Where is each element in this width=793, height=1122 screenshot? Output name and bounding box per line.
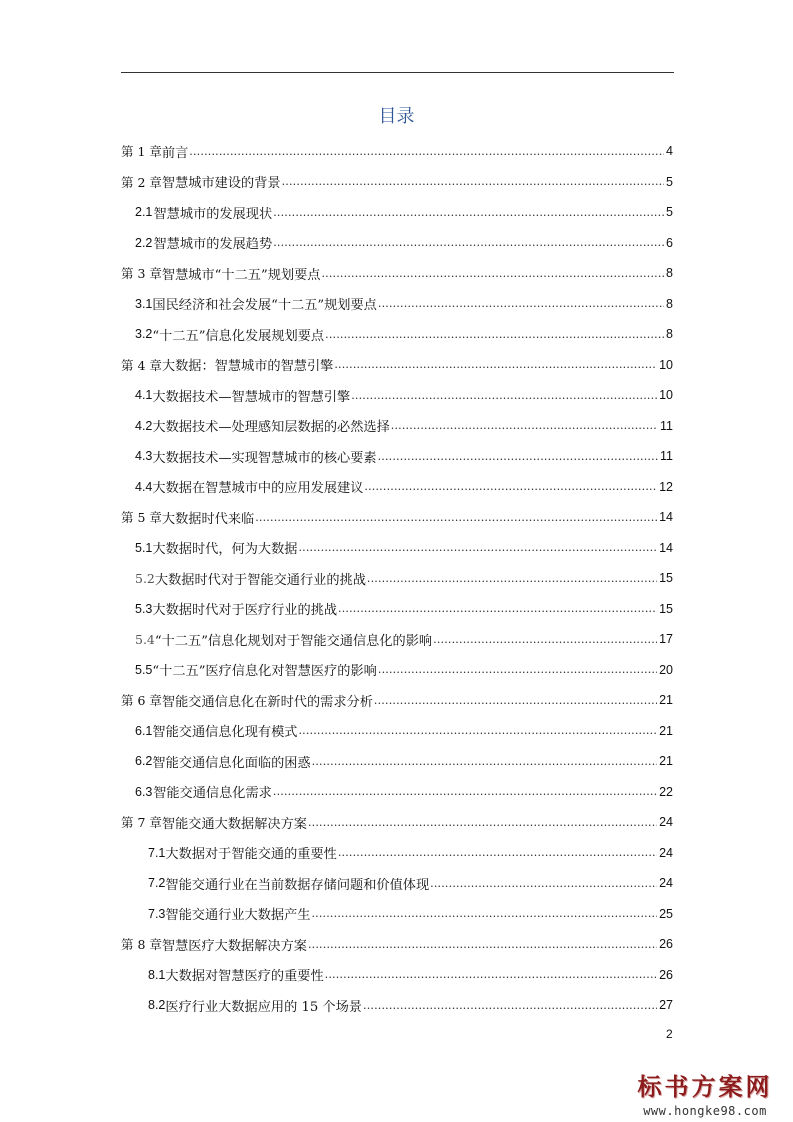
toc-leader-dots: [374, 694, 657, 707]
toc-leader-dots: [298, 724, 657, 737]
toc-entry-label: 智慧城市建设的背景: [161, 176, 281, 191]
toc-chapter-entry[interactable]: [121, 929, 673, 959]
toc-title: 目录: [378, 106, 415, 127]
toc-entry-label: 大数据时代，何为大数据: [152, 542, 298, 557]
toc-entry-page: 26: [659, 937, 673, 951]
toc-section-entry[interactable]: [148, 868, 673, 898]
toc-entry-number: 5.1: [135, 540, 153, 555]
toc-entry-page: 11: [660, 449, 673, 463]
toc-entry-number: 4.2: [135, 418, 153, 433]
toc-leader-dots: [282, 175, 664, 188]
toc-entry-number: 6.3: [135, 784, 153, 799]
toc-leader-dots: [325, 968, 657, 981]
toc-section-entry[interactable]: [135, 228, 673, 258]
toc-chapter-entry[interactable]: [121, 502, 673, 532]
toc-leader-dots: [430, 877, 657, 890]
header-rule: [121, 72, 674, 73]
toc-entry-number: 6.1: [135, 723, 153, 738]
toc-leader-dots: [308, 816, 657, 829]
toc-entry-label: 大数据时代对于医疗行业的挑战: [152, 603, 338, 618]
toc-entry-page: 21: [659, 723, 673, 738]
page-number: 2: [666, 1027, 673, 1041]
toc-leader-dots: [338, 602, 657, 615]
toc-leader-dots: [273, 206, 664, 219]
toc-entry-number: 7.1: [148, 845, 166, 860]
toc-section-entry[interactable]: [148, 990, 673, 1020]
toc-entry-label: 大数据技术—处理感知层数据的必然选择: [152, 420, 390, 435]
toc-entry-number: 6.2: [135, 754, 153, 768]
toc-entry-page: 8: [666, 296, 673, 311]
toc-entry-page: 24: [659, 845, 673, 860]
toc-entry-number: 5.2: [135, 570, 155, 586]
toc-entry-label: 智慧城市“十二五”规划要点: [161, 267, 321, 283]
toc-section-entry[interactable]: [135, 472, 673, 502]
toc-section-entry[interactable]: [135, 716, 673, 746]
toc-entry-number: 第 8 章: [121, 937, 162, 952]
toc-section-entry[interactable]: [135, 594, 673, 624]
toc-entry-number: 第 5 章: [121, 510, 162, 525]
toc-section-entry[interactable]: [148, 960, 673, 990]
toc-entry-number: 第 3 章: [121, 266, 162, 281]
toc-leader-dots: [378, 663, 657, 676]
toc-entry-label: 智慧医疗大数据解决方案: [161, 938, 307, 954]
toc-entry-page: 6: [666, 235, 673, 250]
toc-entry-page: 17: [659, 632, 673, 646]
toc-leader-dots: [273, 236, 664, 249]
toc-entry-number: 第 1 章: [121, 144, 162, 159]
toc-entry-page: 11: [660, 418, 673, 433]
toc-leader-dots: [364, 480, 657, 493]
toc-entry-label: 大数据时代来临: [161, 511, 255, 527]
toc-leader-dots: [273, 785, 657, 798]
toc-entry-label: 大数据：智慧城市的智慧引擎: [161, 359, 334, 374]
toc-entry-page: 5: [666, 205, 673, 219]
toc-entry-number: 4.4: [135, 479, 153, 494]
toc-entry-page: 8: [666, 327, 673, 341]
toc-entry-number: 5.5: [135, 662, 153, 677]
toc-chapter-entry[interactable]: [121, 167, 673, 197]
toc-entry-label: 国民经济和社会发展“十二五”规划要点: [152, 298, 377, 313]
toc-leader-dots: [351, 389, 657, 402]
toc-entry-page: 24: [659, 876, 673, 890]
toc-section-entry[interactable]: [135, 380, 673, 410]
toc-leader-dots: [311, 907, 657, 920]
toc-section-entry[interactable]: [135, 777, 673, 807]
toc-section-entry[interactable]: [135, 655, 673, 685]
toc-section-entry[interactable]: [135, 624, 673, 654]
toc-entry-number: 第 6 章: [121, 693, 162, 708]
toc-section-entry[interactable]: [148, 838, 673, 868]
toc-entry-page: 20: [659, 662, 673, 677]
toc-entry-label: 大数据对于智能交通的重要性: [165, 847, 337, 862]
toc-entry-label: 智能交通行业在当前数据存储问题和价值体现: [165, 877, 430, 893]
toc-entry-page: 22: [659, 784, 673, 799]
toc-leader-dots: [433, 633, 657, 646]
toc-leader-dots: [189, 145, 664, 158]
toc-section-entry[interactable]: [135, 411, 673, 441]
watermark-logo: [630, 1067, 780, 1118]
toc-entry-number: 4.3: [135, 449, 153, 463]
toc-section-entry[interactable]: [135, 319, 673, 349]
toc-entry-label: 医疗行业大数据应用的 15 个场景: [165, 999, 362, 1015]
toc-entry-number: 第 7 章: [121, 815, 162, 830]
toc-leader-dots: [391, 419, 658, 432]
toc-entry-label: 智能交通信息化面临的困惑: [152, 755, 311, 771]
toc-section-entry[interactable]: [148, 899, 673, 929]
toc-entry-label: 大数据技术—实现智慧城市的核心要素: [152, 450, 377, 466]
toc-section-entry[interactable]: [135, 563, 673, 593]
toc-section-entry[interactable]: [135, 746, 673, 776]
watermark-url: www.hongke98.com: [643, 1104, 767, 1118]
toc-entry-label: 大数据对智慧医疗的重要性: [165, 969, 324, 984]
toc-entry-number: 3.1: [135, 296, 153, 311]
toc-entry-page: 10: [659, 357, 673, 372]
toc-entry-label: “十二五”信息化规划对于智能交通信息化的影响: [154, 633, 433, 649]
toc-entry-page: 14: [659, 510, 673, 524]
toc-chapter-entry[interactable]: [121, 685, 673, 715]
toc-section-entry[interactable]: [135, 197, 673, 227]
toc-entry-number: 第 4 章: [121, 357, 162, 373]
toc-entry-label: 智能交通信息化在新时代的需求分析: [161, 694, 373, 710]
toc-leader-dots: [367, 572, 657, 585]
toc-entry-page: 24: [659, 815, 673, 829]
toc-entry-label: 智慧城市的发展现状: [153, 206, 273, 222]
toc-leader-dots: [363, 999, 657, 1012]
toc-leader-dots: [378, 297, 664, 310]
toc-leader-dots: [378, 450, 658, 463]
toc-chapter-entry[interactable]: [121, 350, 673, 380]
toc-entry-label: “十二五”信息化发展规划要点: [152, 328, 325, 344]
toc-entry-number: 8.1: [148, 967, 166, 982]
toc-entry-page: 4: [666, 144, 673, 158]
toc-leader-dots: [298, 541, 657, 554]
toc-chapter-entry[interactable]: [121, 807, 673, 837]
toc-leader-dots: [308, 938, 657, 951]
toc-entry-number: 2.2: [135, 235, 153, 250]
toc-entry-label: 大数据时代对于智能交通行业的挑战: [154, 572, 366, 588]
toc-section-entry[interactable]: [135, 441, 673, 471]
toc-entry-page: 14: [659, 540, 673, 555]
toc-chapter-entry[interactable]: [121, 136, 673, 166]
toc-entry-page: 15: [659, 571, 673, 585]
toc-entry-label: 智慧城市的发展趋势: [153, 237, 273, 252]
toc-entry-number: 第 2 章: [121, 174, 162, 190]
toc-entry-number: 5.3: [135, 601, 153, 616]
toc-entry-label: 大数据在智慧城市中的应用发展建议: [152, 481, 364, 496]
toc-leader-dots: [338, 846, 657, 859]
toc-entry-number: 7.3: [148, 906, 166, 921]
toc-entry-number: 3.2: [135, 327, 153, 341]
toc-entry-number: 2.1: [135, 205, 153, 219]
toc-entry-number: 7.2: [148, 876, 166, 890]
toc-entry-page: 21: [659, 754, 673, 768]
toc-entry-number: 8.2: [148, 998, 166, 1012]
toc-leader-dots: [325, 328, 664, 341]
toc-entry-label: “十二五”医疗信息化对智慧医疗的影响: [152, 664, 377, 679]
toc-entry-page: 25: [659, 906, 673, 921]
toc-entry-number: 5.4: [135, 631, 155, 647]
toc-entry-label: 大数据技术—智慧城市的智慧引擎: [152, 389, 351, 405]
toc-entry-page: 21: [659, 693, 673, 707]
toc-entry-page: 8: [666, 266, 673, 280]
toc-entry-page: 5: [666, 174, 673, 189]
toc-leader-dots: [255, 511, 657, 524]
toc-leader-dots: [334, 358, 657, 371]
toc-section-entry[interactable]: [135, 289, 673, 319]
toc-section-entry[interactable]: [135, 533, 673, 563]
toc-entry-label: 智能交通行业大数据产生: [165, 908, 311, 923]
toc-entry-page: 12: [659, 479, 673, 494]
watermark-title: 标书方案网: [637, 1073, 773, 1101]
toc-entry-label: 智能交通信息化需求: [153, 786, 272, 801]
toc-entry-label: 智能交通大数据解决方案: [161, 816, 307, 832]
toc-chapter-entry[interactable]: [121, 258, 673, 288]
toc-entry-number: 4.1: [135, 388, 153, 402]
toc-entry-label: 前言: [161, 145, 189, 161]
toc-entry-page: 27: [659, 998, 673, 1012]
toc-leader-dots: [321, 267, 664, 280]
toc-entry-page: 26: [659, 967, 673, 982]
toc-leader-dots: [312, 755, 657, 768]
toc-entry-page: 10: [659, 388, 673, 402]
toc-entry-label: 智能交通信息化现有模式: [152, 725, 298, 740]
toc-entry-page: 15: [659, 601, 673, 616]
